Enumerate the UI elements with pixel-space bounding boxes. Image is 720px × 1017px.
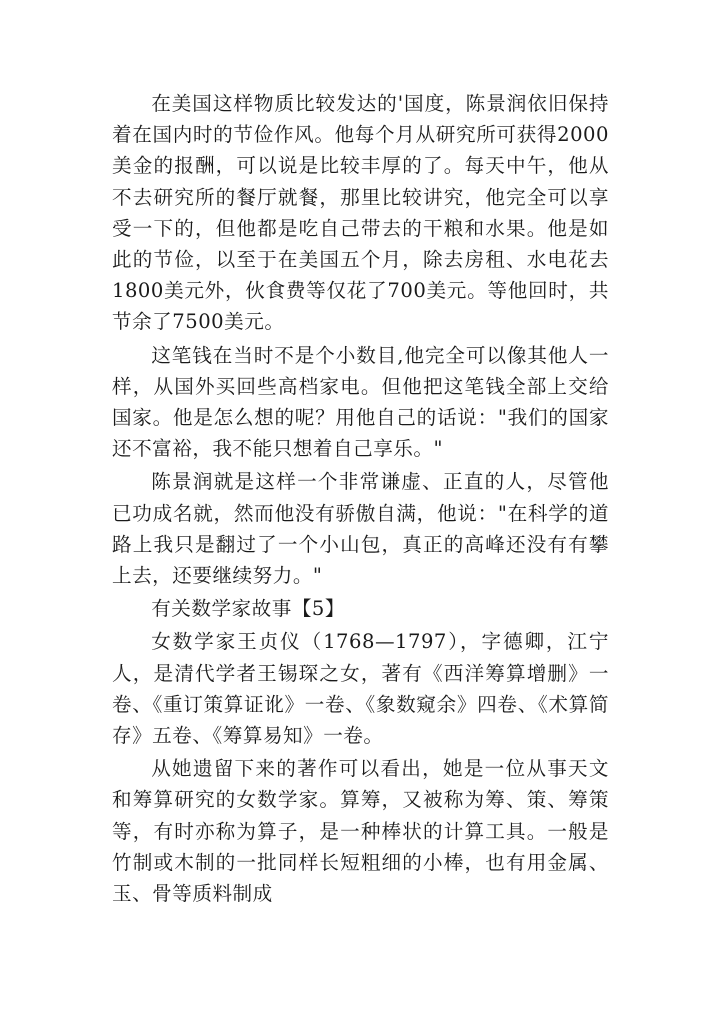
paragraph-savings: 这笔钱在当时不是个小数目,他完全可以像其他人一样，从国外买回些高档家电。但他把这笔钱全部上交给国家。他是怎么想的呢？用他自己的话说："我们的国家还不富裕，我不能只想着自己享乐。" — [112, 343, 609, 461]
paragraph-counting-rods: 从她遗留下来的著作可以看出，她是一位从事天文和筹算研究的女数学家。算筹，又被称为筹、策、筹策等，有时亦称为算子，是一种棒状的计算工具。一般是竹制或木制的一批同样长短粗细的小棒，也有用金属、玉、骨等质料制成 — [112, 757, 609, 906]
document-page — [112, 88, 609, 911]
section-heading: 有关数学家故事【5】 — [151, 597, 345, 621]
paragraph-frugality: 在美国这样物质比较发达的'国度，陈景润依旧保持着在国内时的节俭作风。他每个月从研究所可获得2000美金的报酬，可以说是比较丰厚的了。每天中午，他从不去研究所的餐厅就餐，那里比较讲究，他完全可以享受一下的，但他都是吃自己带去的干粮和水果。他是如此的节俭，以至于在美国五个月，除去房租、水电花去1800美元外，伙食费等仅花了700美元。等他回时，共节余了7500美元。 — [112, 92, 609, 334]
paragraph-humility: 陈景润就是这样一个非常谦虚、正直的人，尽管他已功成名就，然而他没有骄傲自满，他说："在科学的道路上我只是翻过了一个小山包，真正的高峰还没有有攀上去，还要继续努力。" — [112, 470, 609, 588]
paragraph-wang-zhenyi: 女数学家王贞仪（1768—1797），字德卿，江宁人，是清代学者王锡琛之女，著有《西洋筹算增删》一卷、《重订策算证讹》一卷、《象数窥余》四卷、《术算简存》五卷、《筹算易知》一卷。 — [112, 630, 609, 748]
